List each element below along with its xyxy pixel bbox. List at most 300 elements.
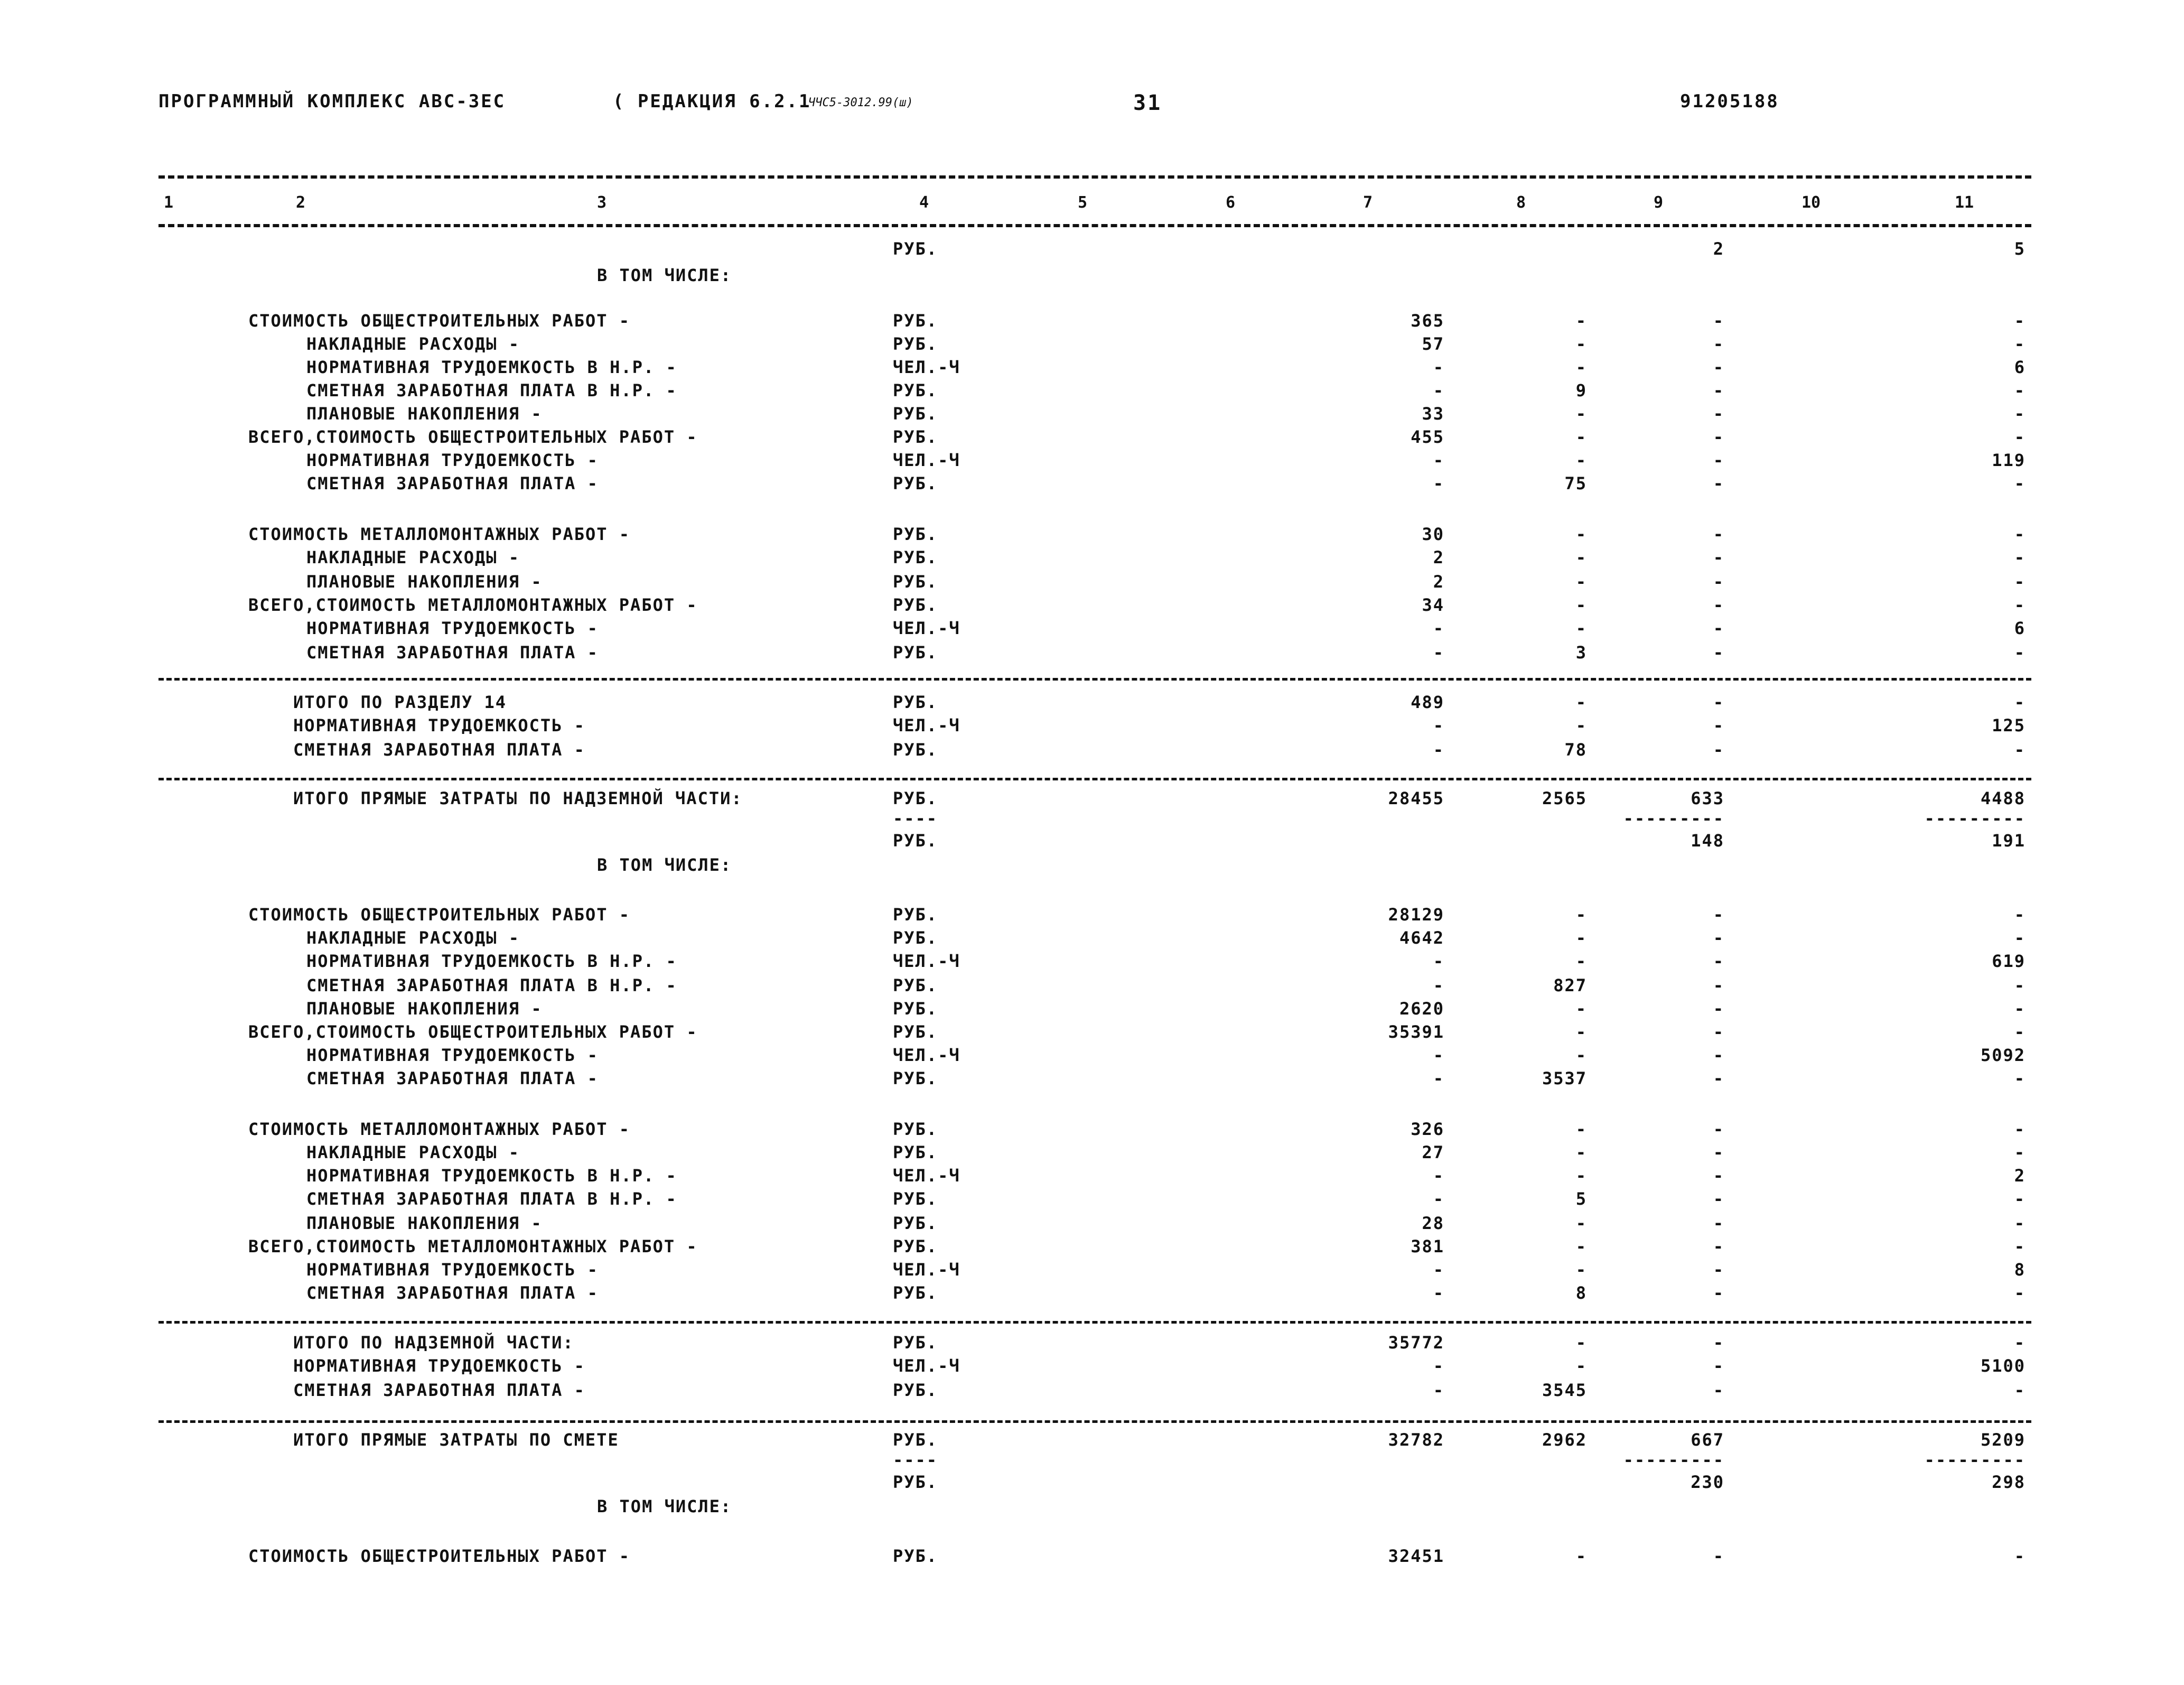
unit-cell: РУБ. [893,473,938,494]
column-11-cell: 2 [2014,1166,2026,1186]
edition-label: ( РЕДАКЦИЯ 6.2.1 [613,91,811,112]
column-8-cell: - [1575,357,1587,377]
column-11-cell: - [2014,1142,2026,1162]
unit-cell: РУБ. [893,1119,938,1139]
row-label: ПЛАНОВЫЕ НАКОПЛЕНИЯ - [306,404,543,424]
unit-cell: РУБ. [893,1380,938,1400]
column-9-cell: - [1713,1142,1724,1162]
column-8-cell: - [1575,524,1587,544]
column-7-cell: - [1433,1260,1444,1280]
column-9-cell: --------- [1623,1450,1724,1470]
column-11-cell: - [2014,1213,2026,1233]
page-number: 31 [1133,91,1162,115]
table-row [0,357,2184,380]
unit-cell: РУБ. [893,380,938,401]
column-number: 1 [164,193,174,212]
column-7-cell: 381 [1411,1236,1444,1256]
unit-cell: ЧЕЛ.-Ч [893,951,960,971]
column-number: 11 [1955,193,1974,212]
row-label: В ТОМ ЧИСЛЕ: [597,265,732,285]
column-11-cell: 6 [2014,618,2026,638]
column-number: 8 [1516,193,1526,212]
column-9-cell: - [1713,1546,1724,1566]
row-label: НАКЛАДНЫЕ РАСХОДЫ - [306,547,520,567]
column-11-cell: - [2014,595,2026,615]
column-11-cell: - [2014,905,2026,925]
column-9-cell: - [1713,715,1724,736]
column-8-cell: - [1575,427,1587,447]
table-row [0,951,2184,974]
table-row [0,1260,2184,1283]
column-11-cell: - [2014,1546,2026,1566]
column-7-cell: 35391 [1388,1022,1444,1042]
column-9-cell: --------- [1623,808,1724,828]
row-label: СМЕТНАЯ ЗАРАБОТНАЯ ПЛАТА - [306,473,599,494]
table-row [0,1166,2184,1189]
column-11-cell: 191 [1992,831,2026,851]
column-8-cell: - [1575,1119,1587,1139]
column-7-cell: 32782 [1388,1430,1444,1450]
table-row [0,928,2184,951]
column-11-cell: - [2014,311,2026,331]
column-9-cell: - [1713,740,1724,760]
column-9-cell: - [1713,975,1724,995]
table-row [0,450,2184,473]
table-row [0,547,2184,571]
unit-cell: РУБ. [893,524,938,544]
section-rule [158,1321,2031,1324]
column-9-cell: - [1713,692,1724,712]
column-9-cell: - [1713,1045,1724,1065]
column-9-cell: - [1713,1283,1724,1303]
column-7-cell: - [1433,1283,1444,1303]
unit-cell: РУБ. [893,1068,938,1088]
unit-cell: РУБ. [893,999,938,1019]
unit-cell: РУБ. [893,334,938,354]
column-9-cell: 667 [1691,1430,1724,1450]
column-11-cell: 6 [2014,357,2026,377]
row-label: СМЕТНАЯ ЗАРАБОТНАЯ ПЛАТА - [293,740,585,760]
table-row [0,715,2184,739]
column-7-cell: - [1433,715,1444,736]
column-9-cell: - [1713,357,1724,377]
column-9-cell: - [1713,334,1724,354]
unit-cell: РУБ. [893,905,938,925]
column-9-cell: 148 [1691,831,1724,851]
column-7-cell: 27 [1422,1142,1444,1162]
unit-cell: ЧЕЛ.-Ч [893,715,960,736]
column-7-cell: - [1433,1068,1444,1088]
column-11-cell: - [2014,999,2026,1019]
table-row [0,905,2184,928]
row-label: НОРМАТИВНАЯ ТРУДОЕМКОСТЬ В Н.Р. - [306,357,677,377]
table-row [0,1142,2184,1166]
column-7-cell: - [1433,951,1444,971]
table-row [0,1213,2184,1236]
column-8-cell: - [1575,951,1587,971]
column-7-cell: - [1433,1380,1444,1400]
column-7-cell: 28129 [1388,905,1444,925]
column-7-cell: - [1433,1189,1444,1209]
column-7-cell: 35772 [1388,1333,1444,1353]
column-9-cell: 633 [1691,788,1724,808]
table-row [0,334,2184,357]
row-label: НОРМАТИВНАЯ ТРУДОЕМКОСТЬ В Н.Р. - [306,951,677,971]
column-8-cell: 3537 [1542,1068,1587,1088]
row-label: СТОИМОСТЬ ОБЩЕСТРОИТЕЛЬНЫХ РАБОТ - [248,905,631,925]
table-row [0,1236,2184,1260]
column-9-cell: - [1713,427,1724,447]
column-9-cell: - [1713,524,1724,544]
column-11-cell: 8 [2014,1260,2026,1280]
column-11-cell: - [2014,427,2026,447]
table-row [0,380,2184,404]
column-9-cell: - [1713,1166,1724,1186]
column-7-cell: 455 [1411,427,1444,447]
unit-cell: РУБ. [893,1472,938,1492]
column-8-cell: - [1575,1166,1587,1186]
column-9-cell: - [1713,1213,1724,1233]
column-8-cell: - [1575,1213,1587,1233]
table-row [0,831,2184,854]
unit-cell: РУБ. [893,239,938,259]
column-7-cell: - [1433,618,1444,638]
row-label: НАКЛАДНЫЕ РАСХОДЫ - [306,928,520,948]
column-11-cell: - [2014,524,2026,544]
column-11-cell: - [2014,1236,2026,1256]
column-8-cell: - [1575,1236,1587,1256]
row-label: ИТОГО ПРЯМЫЕ ЗАТРАТЫ ПО СМЕТЕ [293,1430,619,1450]
column-11-cell: 5209 [1980,1430,2026,1450]
column-8-cell: - [1575,999,1587,1019]
section-rule [158,1420,2031,1423]
column-11-cell: - [2014,404,2026,424]
row-label: СТОИМОСТЬ МЕТАЛЛОМОНТАЖНЫХ РАБОТ - [248,524,631,544]
unit-cell: РУБ. [893,1213,938,1233]
column-8-cell: - [1575,311,1587,331]
row-label: ИТОГО ПРЯМЫЕ ЗАТРАТЫ ПО НАДЗЕМНОЙ ЧАСТИ: [293,788,743,808]
column-11-cell: - [2014,473,2026,494]
column-11-cell: - [2014,1380,2026,1400]
row-label: В ТОМ ЧИСЛЕ: [597,855,732,875]
column-9-cell: - [1713,951,1724,971]
column-9-cell: - [1713,1380,1724,1400]
table-row [0,1045,2184,1068]
column-9-cell: - [1713,595,1724,615]
table-top-rule [158,175,2031,179]
column-11-cell: - [2014,547,2026,567]
row-label: СМЕТНАЯ ЗАРАБОТНАЯ ПЛАТА В Н.Р. - [306,975,677,995]
column-8-cell: - [1575,1045,1587,1065]
column-7-cell: 2 [1433,547,1444,567]
column-7-cell: - [1433,975,1444,995]
column-7-cell: 57 [1422,334,1444,354]
column-11-cell: - [2014,975,2026,995]
column-8-cell: - [1575,1142,1587,1162]
table-row [0,999,2184,1022]
column-9-cell: - [1713,643,1724,663]
table-row [0,1380,2184,1403]
column-number: 3 [597,193,607,212]
column-11-cell: 119 [1992,450,2026,470]
unit-cell: ЧЕЛ.-Ч [893,450,960,470]
column-8-cell: 3545 [1542,1380,1587,1400]
column-11-cell: - [2014,380,2026,401]
table-row [0,1356,2184,1379]
row-label: СМЕТНАЯ ЗАРАБОТНАЯ ПЛАТА - [306,1283,599,1303]
table-row [0,808,2184,832]
column-7-cell: - [1433,740,1444,760]
column-11-cell: 298 [1992,1472,2026,1492]
row-label: В ТОМ ЧИСЛЕ: [597,1496,732,1516]
column-8-cell: - [1575,928,1587,948]
column-number: 5 [1078,193,1088,212]
unit-cell: ЧЕЛ.-Ч [893,1166,960,1186]
column-9-cell: - [1713,572,1724,592]
row-label: ВСЕГО,СТОИМОСТЬ ОБЩЕСТРОИТЕЛЬНЫХ РАБОТ - [248,427,698,447]
column-8-cell: 8 [1575,1283,1587,1303]
table-row [0,975,2184,999]
column-9-cell: - [1713,1022,1724,1042]
table-row [0,740,2184,763]
row-label: НОРМАТИВНАЯ ТРУДОЕМКОСТЬ - [306,618,599,638]
column-7-cell: - [1433,450,1444,470]
table-row [0,1472,2184,1495]
column-9-cell: - [1713,1356,1724,1376]
column-11-cell: - [2014,1022,2026,1042]
column-11-cell: 5100 [1980,1356,2026,1376]
unit-cell: ЧЕЛ.-Ч [893,357,960,377]
table-row [0,595,2184,618]
table-row [0,311,2184,334]
column-8-cell: - [1575,1546,1587,1566]
column-7-cell: 326 [1411,1119,1444,1139]
table-row [0,1189,2184,1212]
table-header-rule [158,224,2031,227]
column-7-cell: - [1433,380,1444,401]
table-row [0,265,2184,288]
column-8-cell: - [1575,1356,1587,1376]
column-8-cell: 75 [1564,473,1587,494]
row-label: НАКЛАДНЫЕ РАСХОДЫ - [306,334,520,354]
row-label: НОРМАТИВНАЯ ТРУДОЕМКОСТЬ - [293,715,585,736]
column-8-cell: - [1575,692,1587,712]
column-7-cell: - [1433,1166,1444,1186]
row-label: ИТОГО ПО РАЗДЕЛУ 14 [293,692,507,712]
unit-cell: ---- [893,808,938,828]
column-11-cell: - [2014,1283,2026,1303]
column-9-cell: - [1713,1119,1724,1139]
column-8-cell: - [1575,334,1587,354]
column-9-cell: - [1713,1333,1724,1353]
column-8-cell: - [1575,404,1587,424]
row-label: ИТОГО ПО НАДЗЕМНОЙ ЧАСТИ: [293,1333,574,1353]
column-8-cell: - [1575,1260,1587,1280]
column-number: 4 [919,193,929,212]
column-8-cell: 9 [1575,380,1587,401]
column-number-row [158,193,2031,215]
unit-cell: РУБ. [893,928,938,948]
column-9-cell: - [1713,473,1724,494]
column-9-cell: - [1713,547,1724,567]
column-11-cell: 5 [2014,239,2026,259]
unit-cell: РУБ. [893,1236,938,1256]
row-label: СТОИМОСТЬ МЕТАЛЛОМОНТАЖНЫХ РАБОТ - [248,1119,631,1139]
document-code: 91205188 [1680,91,1779,112]
table-row [0,524,2184,547]
column-9-cell: - [1713,999,1724,1019]
unit-cell: РУБ. [893,1283,938,1303]
column-11-cell: 125 [1992,715,2026,736]
unit-cell: РУБ. [893,1430,938,1450]
program-title: ПРОГРАММНЫЙ КОМПЛЕКС АВС-3ЕС [158,91,506,112]
column-7-cell: 28455 [1388,788,1444,808]
column-8-cell: - [1575,1022,1587,1042]
column-8-cell: 78 [1564,740,1587,760]
column-9-cell: - [1713,404,1724,424]
row-label: СМЕТНАЯ ЗАРАБОТНАЯ ПЛАТА - [293,1380,585,1400]
row-label: НОРМАТИВНАЯ ТРУДОЕМКОСТЬ - [306,450,599,470]
column-8-cell: - [1575,547,1587,567]
section-rule [158,778,2031,780]
row-label: СМЕТНАЯ ЗАРАБОТНАЯ ПЛАТА - [306,643,599,663]
column-11-cell: - [2014,572,2026,592]
row-label: ПЛАНОВЫЕ НАКОПЛЕНИЯ - [306,1213,543,1233]
column-9-cell: - [1713,928,1724,948]
column-7-cell: 2 [1433,572,1444,592]
row-label: ВСЕГО,СТОИМОСТЬ МЕТАЛЛОМОНТАЖНЫХ РАБОТ - [248,595,698,615]
column-11-cell: --------- [1924,808,2026,828]
row-label: ПЛАНОВЫЕ НАКОПЛЕНИЯ - [306,572,543,592]
unit-cell: РУБ. [893,692,938,712]
unit-cell: ---- [893,1450,938,1470]
table-row [0,404,2184,427]
column-11-cell: - [2014,334,2026,354]
column-7-cell: 30 [1422,524,1444,544]
row-label: НОРМАТИВНАЯ ТРУДОЕМКОСТЬ - [306,1045,599,1065]
column-8-cell: - [1575,595,1587,615]
column-9-cell: 230 [1691,1472,1724,1492]
unit-cell: РУБ. [893,643,938,663]
column-9-cell: - [1713,380,1724,401]
row-label: ВСЕГО,СТОИМОСТЬ МЕТАЛЛОМОНТАЖНЫХ РАБОТ - [248,1236,698,1256]
column-8-cell: - [1575,450,1587,470]
unit-cell: РУБ. [893,1189,938,1209]
handwritten-note: ЧЧС5-3012.99(ш) [808,96,913,109]
column-7-cell: 2620 [1399,999,1444,1019]
row-label: НАКЛАДНЫЕ РАСХОДЫ - [306,1142,520,1162]
row-label: НОРМАТИВНАЯ ТРУДОЕМКОСТЬ - [293,1356,585,1376]
column-number: 9 [1654,193,1664,212]
row-label: НОРМАТИВНАЯ ТРУДОЕМКОСТЬ - [306,1260,599,1280]
column-number: 6 [1226,193,1236,212]
column-9-cell: - [1713,1260,1724,1280]
column-11-cell: - [2014,1333,2026,1353]
column-8-cell: - [1575,572,1587,592]
unit-cell: РУБ. [893,740,938,760]
row-label: СТОИМОСТЬ ОБЩЕСТРОИТЕЛЬНЫХ РАБОТ - [248,1546,631,1566]
unit-cell: ЧЕЛ.-Ч [893,1045,960,1065]
unit-cell: ЧЕЛ.-Ч [893,618,960,638]
table-row [0,1496,2184,1520]
unit-cell: РУБ. [893,1546,938,1566]
column-7-cell: 28 [1422,1213,1444,1233]
table-row [0,643,2184,666]
unit-cell: РУБ. [893,975,938,995]
column-7-cell: 365 [1411,311,1444,331]
unit-cell: ЧЕЛ.-Ч [893,1260,960,1280]
unit-cell: РУБ. [893,547,938,567]
table-row [0,692,2184,715]
column-7-cell: 4642 [1399,928,1444,948]
table-row [0,1333,2184,1356]
table-row [0,239,2184,262]
table-row [0,1022,2184,1045]
table-row [0,1546,2184,1569]
column-7-cell: - [1433,473,1444,494]
column-11-cell: --------- [1924,1450,2026,1470]
column-9-cell: - [1713,1068,1724,1088]
column-8-cell: - [1575,1333,1587,1353]
column-9-cell: - [1713,905,1724,925]
column-9-cell: - [1713,618,1724,638]
column-11-cell: - [2014,928,2026,948]
column-9-cell: - [1713,311,1724,331]
column-number: 10 [1802,193,1821,212]
column-7-cell: - [1433,357,1444,377]
column-11-cell: 5092 [1980,1045,2026,1065]
column-9-cell: 2 [1713,239,1724,259]
table-row [0,1119,2184,1142]
column-11-cell: 4488 [1980,788,2026,808]
column-11-cell: - [2014,1068,2026,1088]
unit-cell: РУБ. [893,1142,938,1162]
column-8-cell: 5 [1575,1189,1587,1209]
unit-cell: РУБ. [893,595,938,615]
column-11-cell: - [2014,1119,2026,1139]
unit-cell: РУБ. [893,1022,938,1042]
table-row [0,618,2184,641]
unit-cell: РУБ. [893,788,938,808]
column-7-cell: - [1433,1356,1444,1376]
table-row [0,855,2184,878]
row-label: ВСЕГО,СТОИМОСТЬ ОБЩЕСТРОИТЕЛЬНЫХ РАБОТ - [248,1022,698,1042]
row-label: ПЛАНОВЫЕ НАКОПЛЕНИЯ - [306,999,543,1019]
table-row [0,1450,2184,1473]
column-9-cell: - [1713,450,1724,470]
unit-cell: РУБ. [893,404,938,424]
table-row [0,572,2184,595]
column-8-cell: - [1575,905,1587,925]
column-7-cell: - [1433,643,1444,663]
table-row [0,1283,2184,1306]
column-7-cell: 489 [1411,692,1444,712]
column-11-cell: 619 [1992,951,2026,971]
column-8-cell: 827 [1553,975,1587,995]
row-label: СМЕТНАЯ ЗАРАБОТНАЯ ПЛАТА - [306,1068,599,1088]
row-label: СТОИМОСТЬ ОБЩЕСТРОИТЕЛЬНЫХ РАБОТ - [248,311,631,331]
column-11-cell: - [2014,692,2026,712]
table-row [0,427,2184,450]
row-label: СМЕТНАЯ ЗАРАБОТНАЯ ПЛАТА В Н.Р. - [306,380,677,401]
column-7-cell: - [1433,1045,1444,1065]
table-row [0,1068,2184,1092]
column-7-cell: 34 [1422,595,1444,615]
column-8-cell: 2565 [1542,788,1587,808]
table-row [0,473,2184,497]
column-9-cell: - [1713,1189,1724,1209]
column-number: 2 [296,193,306,212]
